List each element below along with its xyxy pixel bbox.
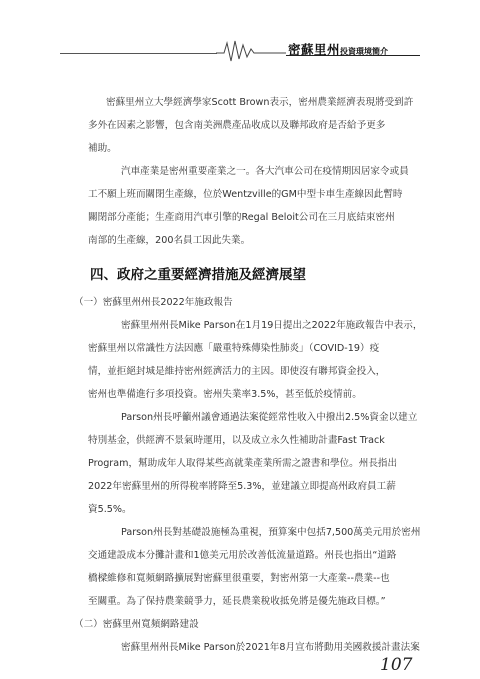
paragraph-line: 資5.5%。 bbox=[88, 504, 132, 515]
paragraph-line: 2022年密蘇里州的所得稅率將降至5.3%，並建議立即提高州政府員工薪 bbox=[88, 481, 396, 492]
header-title-sub: 投資環境簡介 bbox=[340, 47, 389, 56]
paragraph-line: 密蘇里州州長Mike Parson於2021年8月宣布將動用美國救援計畫法案 bbox=[121, 642, 420, 653]
paragraph-line: 密蘇里州以常識性方法因應「嚴重特殊傳染性肺炎」（COVID-19）疫 bbox=[88, 343, 380, 354]
paragraph-line: 橋樑維修和寬頻網路擴展對密蘇里很重要，對密州第一大產業--農業--也 bbox=[88, 573, 390, 584]
paragraph-line: 特別基金，供經濟不景氣時運用，以及成立永久性補助計畫Fast Track bbox=[88, 435, 385, 446]
paragraph-line: 交通建設成本分攤計畫和1億美元用於改善低流量道路。州長也指出“道路 bbox=[88, 550, 397, 561]
paragraph-line: Program，幫助成年人取得某些高就業產業所需之證書和學位。州長指出 bbox=[88, 458, 398, 469]
header-title-main: 密蘇里州 bbox=[288, 42, 341, 57]
paragraph-line: 關閉部分產能；生產商用汽車引擎的Regal Beloit公司在三月底結束密州 bbox=[88, 212, 395, 223]
paragraph-line: 汽車產業是密州重要產業之一。各大汽車公司在疫情期因居家令或員 bbox=[121, 166, 409, 177]
subsection-heading: （一）密蘇里州州長2022年施政報告 bbox=[74, 297, 233, 308]
paragraph-line: 情，並拒絕封城是維持密州經濟活力的主因。即使沒有聯邦資金投入， bbox=[88, 366, 386, 377]
paragraph-line: 多外在因素之影響，包含南美洲農產品收成以及聯邦政府是否給予更多 bbox=[88, 120, 386, 131]
paragraph-line: 密州也準備進行多項投資。密州失業率3.5%，甚至低於疫情前。 bbox=[88, 389, 362, 400]
section-heading: 四、政府之重要經濟措施及經濟展望 bbox=[90, 267, 306, 283]
paragraph-line: 至關重。為了保持農業競爭力，延長農業稅收抵免將是優先施政目標。” bbox=[88, 596, 386, 607]
header-title bbox=[288, 40, 388, 58]
paragraph-line: Parson州長呼籲州議會通過法案從經常性收入中撥出2.5%資金以建立 bbox=[121, 412, 418, 423]
header-line-left bbox=[60, 53, 217, 54]
paragraph-line: 密蘇里州立大學經濟學家Scott Brown表示，密州農業經濟表現將受到許 bbox=[106, 97, 414, 108]
page-number: 107 bbox=[380, 655, 413, 675]
paragraph-line: 南部的生產線，200名員工因此失業。 bbox=[88, 235, 251, 246]
heartbeat-line-icon bbox=[216, 38, 286, 64]
paragraph-line: 密蘇里州州長Mike Parson在1月19日提出之2022年施政報告中表示， bbox=[121, 320, 423, 331]
subsection-heading: （二）密蘇里州寬頻網路建設 bbox=[74, 619, 199, 630]
paragraph-line: 補助。 bbox=[88, 143, 117, 154]
paragraph-line: Parson州長對基礎設施極為重視，預算案中包括7,500萬美元用於密州 bbox=[121, 527, 421, 538]
paragraph-line: 工不願上班而關閉生產線，位於Wentzville的GM中型卡車生產線因此暫時 bbox=[88, 189, 403, 200]
